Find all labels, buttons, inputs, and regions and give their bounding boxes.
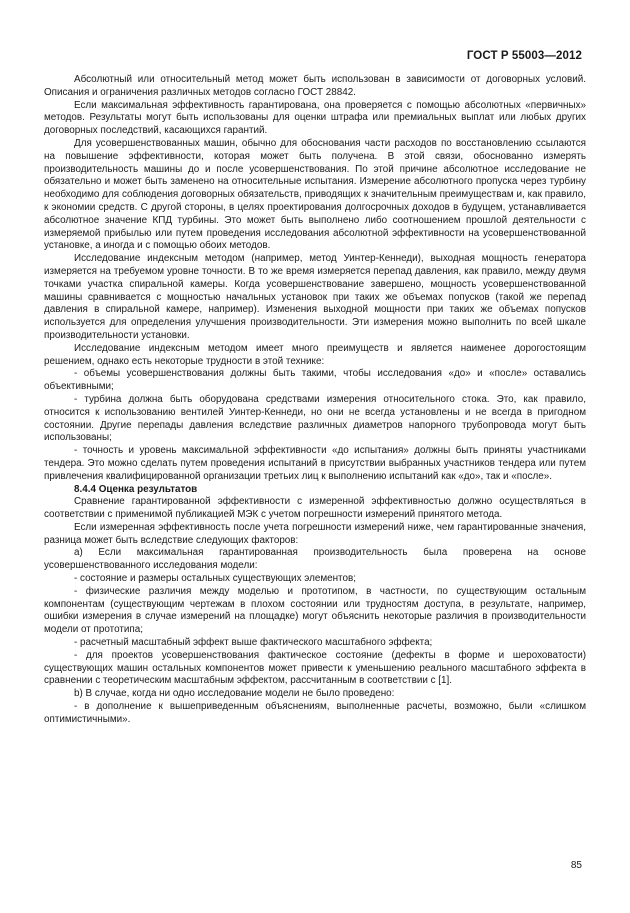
paragraph: Для усовершенствованных машин, обычно для обоснования части расходов по восстановлению ссылаются на повышение эффективности, которая может быть получена. В этой связи, обоснованно измерять производительность машины до и после усовершенствования. По этой причине абсолютное исследование не обязательно и может быть заменено на относительные испытания. Измерение абсолютного пропуска через турбину необходимо для соблюдения договорных обязательств, приводящих к значительным преимуществам и, как правило, к экономии средств. С другой стороны, в целях проектирования долгосрочных доходов в будущем, устанавливается абсолютное значение КПД турбины. Это может быть выполнено либо соотношением прошлой деятельности с измеряемой прибылью или путем проведения исследования абсолютной эффективности на усовершенствованной установке, а иногда и с помощью обоих методов. xyxy=(44,137,586,252)
paragraph: Если максимальная эффективность гарантирована, она проверяется с помощью абсолютных «первичных» методов. Результаты могут быть использованы для оценки штрафа или премиальных выплат или любых других договорных последствий, касающихся гарантий. xyxy=(44,99,586,137)
page-number: 85 xyxy=(570,860,582,871)
section-heading: 8.4.4 Оценка результатов xyxy=(74,483,198,495)
paragraph: - объемы усовершенствования должны быть такими, чтобы исследования «до» и «после» оставались объективными; xyxy=(44,368,586,393)
paragraph: - турбина должна быть оборудована средствами измерения относительного стока. Это, как правило, относится к использованию вентилей Уинтер-Кеннеди, но они не всегда установлены и не всегда в пригодном состоянии. Другие перепады давления вследствие различных диаметров напорного трубопровода могут быть использованы; xyxy=(44,393,586,444)
paragraph: - в дополнение к вышеприведенным объяснениям, выполненные расчеты, возможно, были «слишком оптимистичными». xyxy=(44,701,586,725)
paragraph: - точность и уровень максимальной эффективности «до испытания» должны быть приняты участниками тендера. Это можно сделать путем проведения испытаний в присутствии выбранных участников тендера или путем привлечения квалифицированной организации третьих лиц к выполнению испытаний как «до», так и «после». xyxy=(44,445,586,482)
paragraph: - физические различия между моделью и прототипом, в частности, по существующим остальным компонентам (существующим чертежам в плохом состоянии или трудностям доступа, в результате, например, ошибки измерения в случае измерений на площадке) могут объяснить некоторые различия в производительности модели от прототипа; xyxy=(44,585,586,636)
paragraph: b) В случае, когда ни одно исследование модели не было проведено: xyxy=(74,688,395,700)
paragraph: Если измеренная эффективность после учета погрешности измерений ниже, чем гарантированные значения, разница может быть вследствие следующих факторов: xyxy=(44,521,586,546)
paragraph: Исследование индексным методом (например, метод Уинтер-Кеннеди), выходная мощность генератора измеряется на требуемом уровне точности. В то же время измеряется перепад давления, как правило, между двумя точками участка спиральной камеры. Когда усовершенствование завершено, мощность усовершенствованной машины сравнивается с мощностью начальных установок при таких же объемах попусков (такой же перепад давления в спиральной камере, например). Изменения выходной мощности при таких же объемах попусков используется для определения улучшения производительности. Эти измерения можно выполнить по всей шкале производительности установки. xyxy=(44,253,586,341)
standard-header: ГОСТ Р 55003—2012 xyxy=(466,50,582,62)
document-body xyxy=(44,74,586,727)
paragraph: а) Если максимальная гарантированная производительность была проверена на основе усовершенствованного исследования модели: xyxy=(44,547,586,572)
paragraph: - для проектов усовершенствования фактическое состояние (дефекты в форме и шероховатости) существующих машин остальных компонентов может привести к уменьшению реального масштабного эффекта в сравнении с теоретическим масштабным эффектом, рассчитанным в соответствии с [1]. xyxy=(44,649,586,687)
paragraph: - расчетный масштабный эффект выше фактического масштабного эффекта; xyxy=(74,637,433,649)
paragraph: - состояние и размеры остальных существующих элементов; xyxy=(74,573,356,585)
paragraph: Абсолютный или относительный метод может быть использован в зависимости от договорных условий. Описания и ограничения различных методов согласно ГОСТ 28842. xyxy=(44,74,586,98)
paragraph: Сравнение гарантированной эффективности с измеренной эффективностью должно осуществляться в соответствии с применимой публикацией МЭК с учетом погрешности измерений принятого метода. xyxy=(44,496,586,521)
paragraph: Исследование индексным методом имеет много преимуществ и является наименее дорогостоящим решением, однако есть некоторые трудности в этой технике: xyxy=(44,342,586,367)
